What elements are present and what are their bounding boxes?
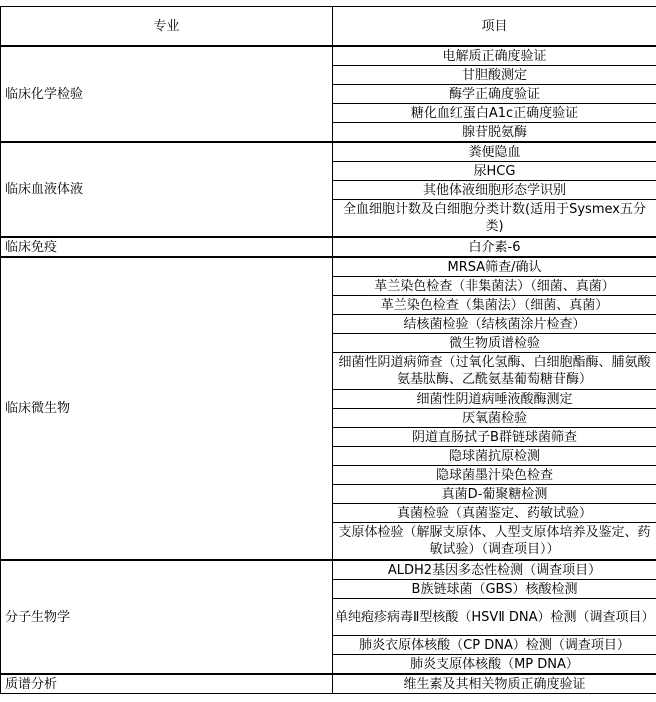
item-cell: 甘胆酸测定 — [333, 66, 656, 85]
item-cell: 阴道直肠拭子B群链球菌筛查 — [333, 428, 656, 447]
specialty-cell: 临床化学检验 — [1, 46, 333, 142]
item-cell: B族链球菌（GBS）核酸检测 — [333, 580, 656, 599]
item-cell: 真菌检验（真菌鉴定、药敏试验） — [333, 504, 656, 523]
specialty-cell: 分子生物学 — [1, 560, 333, 674]
table-row — [1, 142, 656, 162]
item-cell: 单纯疱疹病毒Ⅱ型核酸（HSVⅡ DNA）检测（调查项目） — [333, 599, 656, 636]
item-cell: ALDH2基因多态性检测（调查项目） — [333, 560, 656, 580]
item-cell: 隐球菌墨汁染色检查 — [333, 466, 656, 485]
specialty-cell: 质谱分析 — [1, 674, 333, 694]
table-row — [1, 674, 656, 694]
item-cell: 微生物质谱检验 — [333, 334, 656, 353]
item-cell: 维生素及其相关物质正确度验证 — [333, 674, 656, 694]
item-cell: 厌氧菌检验 — [333, 409, 656, 428]
item-cell: 尿HCG — [333, 162, 656, 181]
header-specialty: 专业 — [1, 7, 333, 47]
specialty-cell: 临床微生物 — [1, 257, 333, 560]
item-cell: 肺炎支原体核酸（MP DNA） — [333, 655, 656, 675]
specialty-cell: 临床免疫 — [1, 237, 333, 257]
specialty-cell: 临床血液体液 — [1, 142, 333, 237]
item-cell: 其他体液细胞形态学识别 — [333, 181, 656, 200]
table-row — [1, 257, 656, 277]
item-cell: 支原体检验（解脲支原体、人型支原体培养及鉴定、药敏试验）（调查项目）） — [333, 523, 656, 561]
item-cell: 隐球菌抗原检测 — [333, 447, 656, 466]
item-cell: 肺炎衣原体核酸（CP DNA）检测（调查项目） — [333, 636, 656, 655]
item-cell: 电解质正确度验证 — [333, 46, 656, 66]
accreditation-table — [0, 6, 656, 694]
item-cell: 革兰染色检查（非集菌法）（细菌、真菌） — [333, 277, 656, 296]
item-cell: 全血细胞计数及白细胞分类计数(适用于Sysmex五分类) — [333, 200, 656, 238]
item-cell: 革兰染色检查（集菌法）（细菌、真菌） — [333, 296, 656, 315]
table-body — [1, 46, 656, 694]
table-row — [1, 560, 656, 580]
header-item: 项目 — [333, 7, 656, 47]
item-cell: MRSA筛查/确认 — [333, 257, 656, 277]
item-cell: 腺苷脱氨酶 — [333, 123, 656, 143]
header-row — [1, 7, 656, 47]
item-cell: 细菌性阴道病唾液酸酶测定 — [333, 390, 656, 409]
item-cell: 细菌性阴道病筛查（过氧化氢酶、白细胞酯酶、脯氨酸氨基肽酶、乙酰氨基葡萄糖苷酶） — [333, 353, 656, 390]
item-cell: 白介素-6 — [333, 237, 656, 257]
item-cell: 酶学正确度验证 — [333, 85, 656, 104]
item-cell: 结核菌检验（结核菌涂片检查） — [333, 315, 656, 334]
table-row — [1, 237, 656, 257]
item-cell: 糖化血红蛋白A1c正确度验证 — [333, 104, 656, 123]
table-row — [1, 46, 656, 66]
item-cell: 真菌D-葡聚糖检测 — [333, 485, 656, 504]
item-cell: 粪便隐血 — [333, 142, 656, 162]
